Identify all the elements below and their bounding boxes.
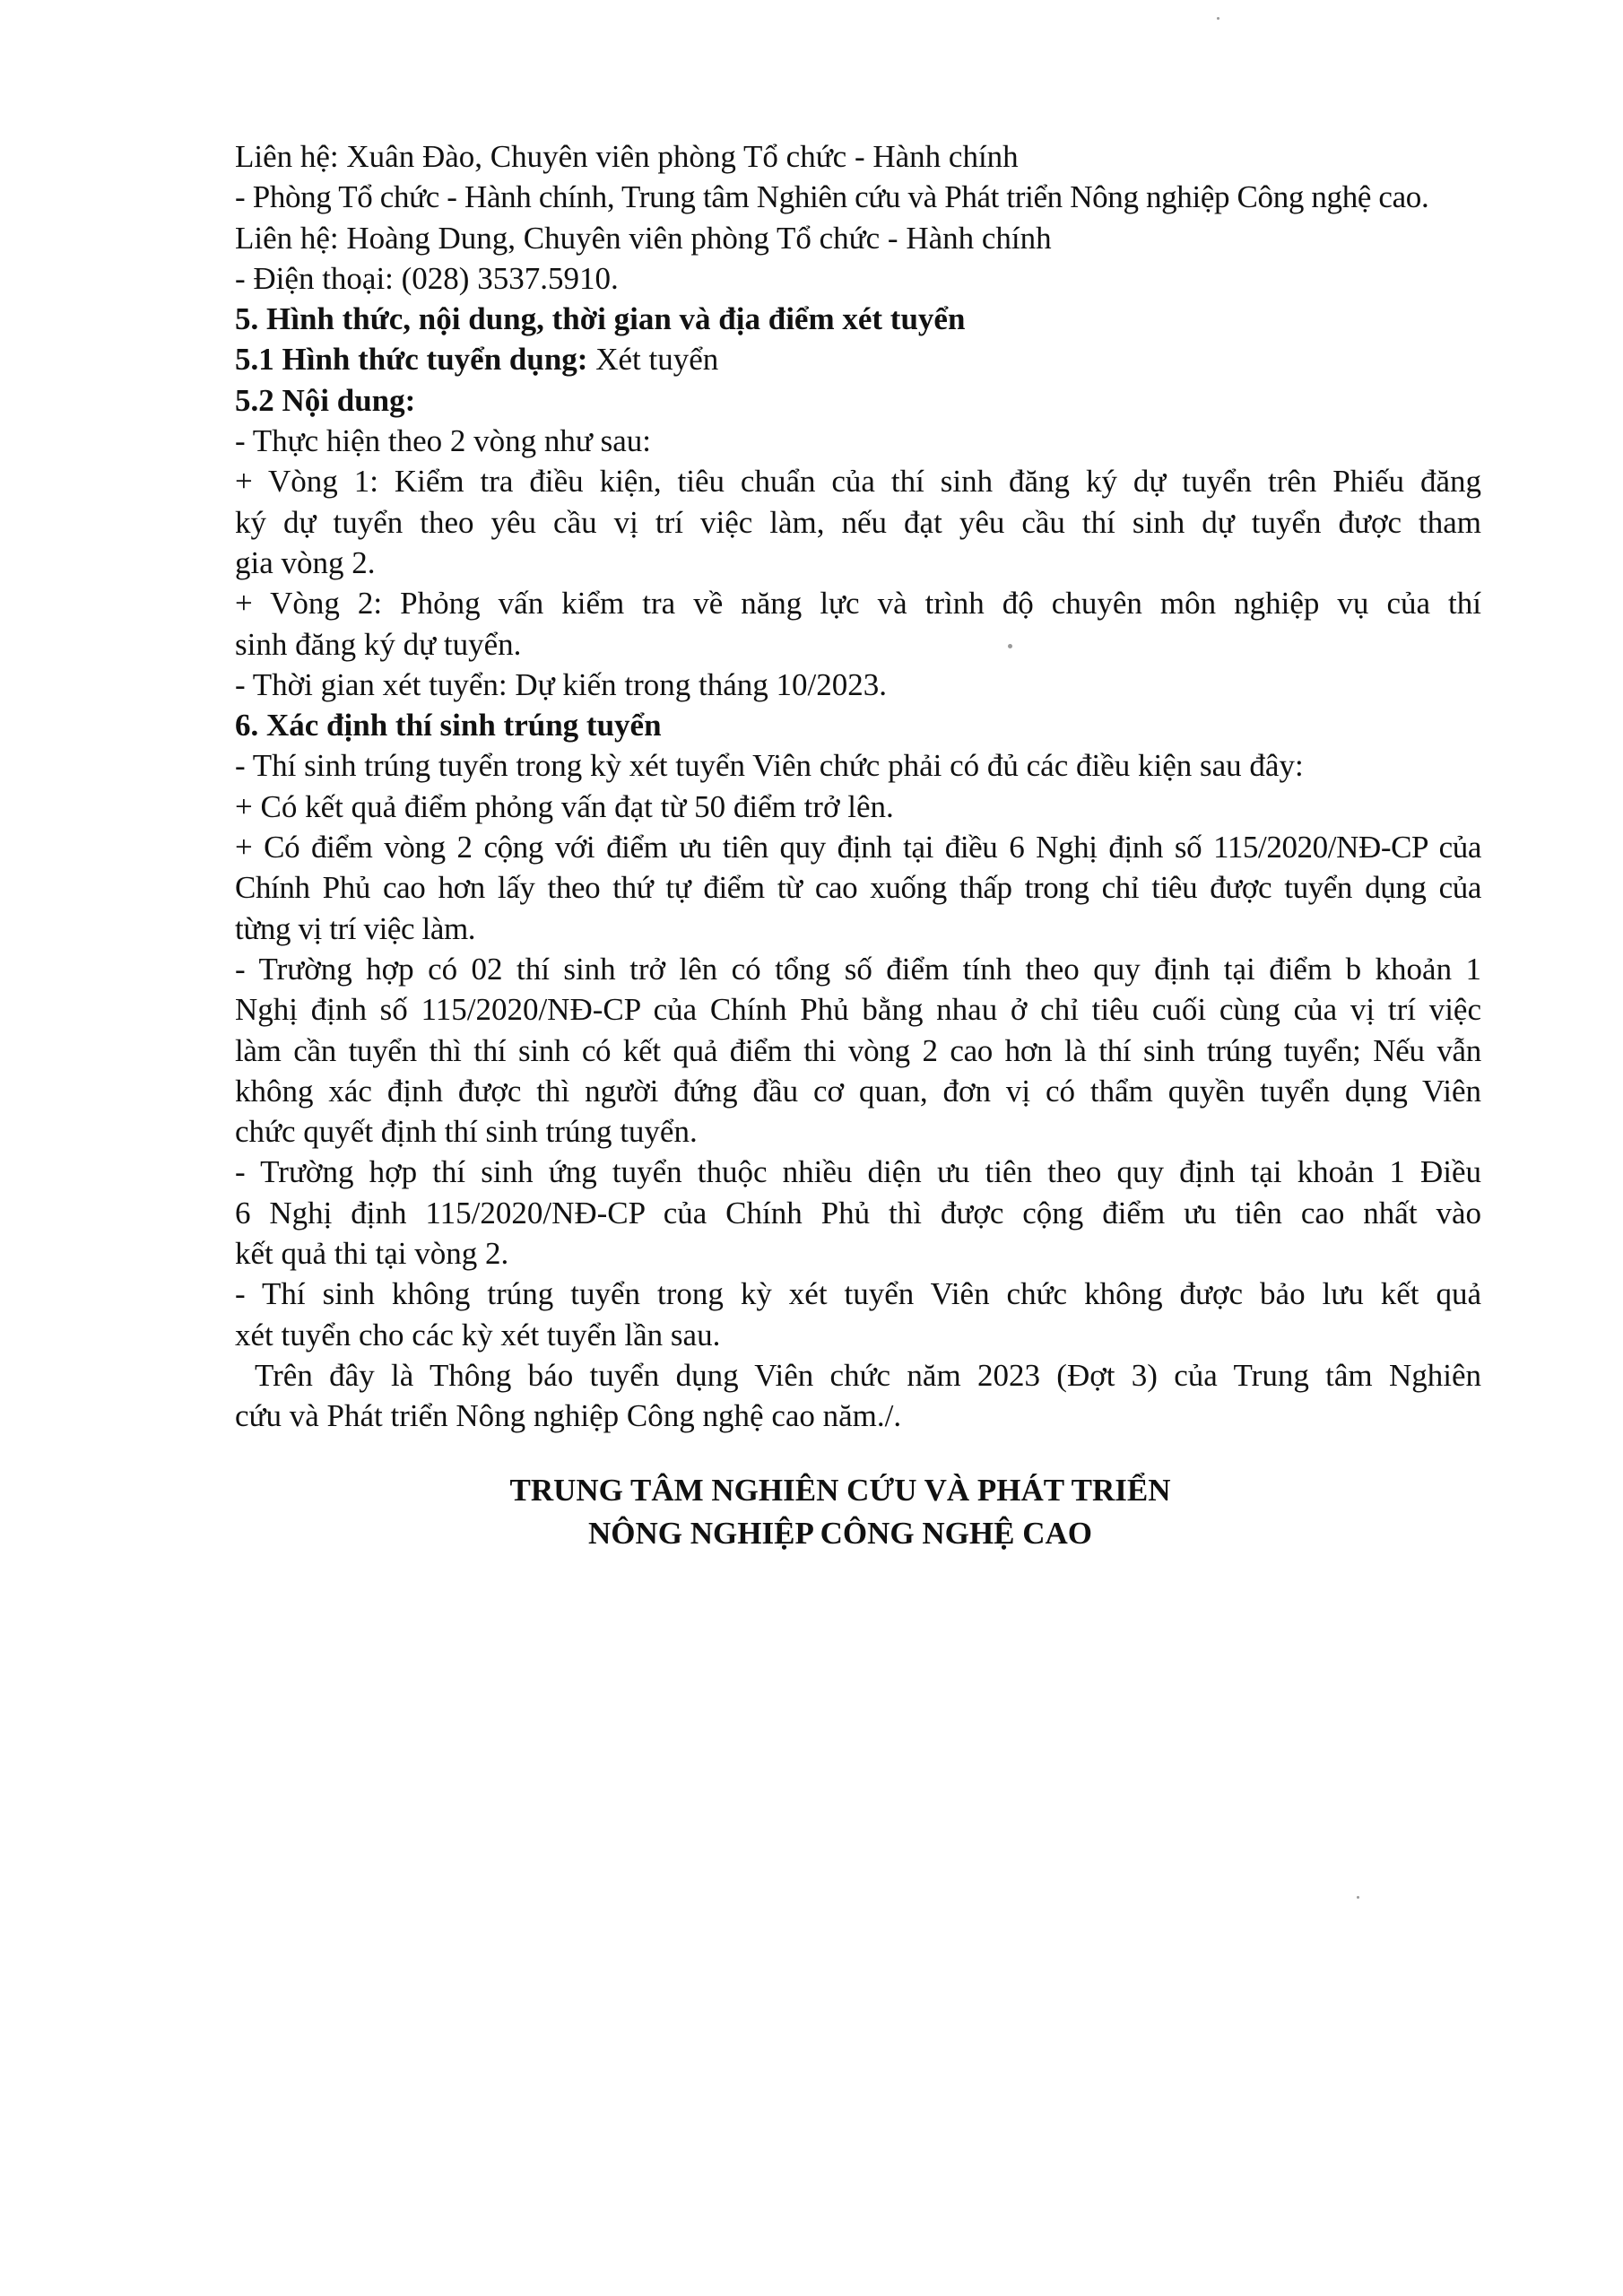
no-reserve-paragraph xyxy=(235,1274,1481,1355)
signature-block xyxy=(235,1469,1481,1555)
no-reserve-line-2: xét tuyển cho các kỳ xét tuyển lần sau. xyxy=(235,1317,721,1352)
tie-case-paragraph xyxy=(235,949,1481,1152)
tie-case-line-4: không xác định được thì người đứng đầu cơ quan, đơn vị có thẩm quyền tuyển dụng Viên xyxy=(235,1073,1481,1109)
condition-2-line-2: Chính Phủ cao hơn lấy theo thứ tự điểm từ cao xuống thấp trong chỉ tiêu được tuyển dụng của xyxy=(235,870,1481,906)
phone-line: - Điện thoại: (028) 3537.5910. xyxy=(235,260,619,296)
section-5-1-heading xyxy=(235,339,1481,379)
tie-case-line-1: - Trường hợp có 02 thí sinh trở lên có tổng số điểm tính theo quy định tại điểm b khoản 1 xyxy=(235,951,1481,987)
round-1-line-1: + Vòng 1: Kiểm tra điều kiện, tiêu chuẩn của thí sinh đăng ký dự tuyển trên Phiếu đăng xyxy=(235,464,1481,500)
scan-speck xyxy=(1008,644,1012,648)
no-reserve-line-1: - Thí sinh không trúng tuyển trong kỳ xét tuyển Viên chức không được bảo lưu kết quả xyxy=(235,1276,1481,1312)
section-5-2-heading: 5.2 Nội dung: xyxy=(235,382,416,418)
priority-case-line-2: 6 Nghị định 115/2020/NĐ-CP của Chính Phủ thì được cộng điểm ưu tiên cao nhất vào xyxy=(235,1195,1481,1231)
round-2-line-2: sinh đăng ký dự tuyển. xyxy=(235,626,522,662)
condition-2-line-1: + Có điểm vòng 2 cộng với điểm ưu tiên quy định tại điều 6 Nghị định số 115/2020/NĐ-CP của xyxy=(235,830,1481,865)
section-5-title: 5. Hình thức, nội dung, thời gian và địa điểm xét tuyển xyxy=(235,301,966,337)
document-body xyxy=(235,136,1481,1437)
selection-time: - Thời gian xét tuyển: Dự kiến trong tháng 10/2023. xyxy=(235,666,888,702)
section-6-title: 6. Xác định thí sinh trúng tuyển xyxy=(235,708,662,744)
scan-speck xyxy=(1357,1896,1359,1899)
round-1-paragraph xyxy=(235,461,1481,583)
priority-case-line-1: - Trường hợp thí sinh ứng tuyển thuộc nhiều diện ưu tiên theo quy định tại khoản 1 Điều xyxy=(235,1154,1481,1190)
tie-case-line-5: chức quyết định thí sinh trúng tuyển. xyxy=(235,1114,698,1150)
signature-line-1: TRUNG TÂM NGHIÊN CỨU VÀ PHÁT TRIỂN xyxy=(509,1473,1171,1508)
conditions-intro: - Thí sinh trúng tuyển trong kỳ xét tuyển Viên chức phải có đủ các điều kiện sau đây: xyxy=(235,748,1304,784)
round-2-paragraph xyxy=(235,583,1481,665)
condition-1: + Có kết quả điểm phỏng vấn đạt từ 50 điểm trở lên. xyxy=(235,788,894,824)
rounds-intro: - Thực hiện theo 2 vòng như sau: xyxy=(235,423,652,459)
closing-line-2: cứu và Phát triển Nông nghiệp Công nghệ cao năm./. xyxy=(235,1398,902,1434)
condition-2-line-3: từng vị trí việc làm. xyxy=(235,910,476,946)
contact-line-2: Liên hệ: Hoàng Dung, Chuyên viên phòng Tổ chức - Hành chính xyxy=(235,220,1052,256)
closing-paragraph xyxy=(235,1355,1481,1437)
priority-case-line-3: kết quả thi tại vòng 2. xyxy=(235,1236,509,1272)
round-1-line-2: ký dự tuyển theo yêu cầu vị trí việc làm, nếu đạt yêu cầu thí sinh dự tuyển được tham xyxy=(235,504,1481,540)
section-5-1-label: 5.1 Hình thức tuyển dụng: xyxy=(235,342,588,378)
round-2-line-1: + Vòng 2: Phỏng vấn kiểm tra về năng lực và trình độ chuyên môn nghiệp vụ của thí xyxy=(235,586,1481,622)
signature-line-2: NÔNG NGHIỆP CÔNG NGHỆ CAO xyxy=(588,1516,1092,1551)
contact-line-1: Liên hệ: Xuân Đào, Chuyên viên phòng Tổ chức - Hành chính xyxy=(235,139,1019,174)
scan-speck xyxy=(1217,17,1219,20)
closing-line-1: Trên đây là Thông báo tuyển dụng Viên chức năm 2023 (Đợt 3) của Trung tâm Nghiên xyxy=(255,1357,1481,1393)
tie-case-line-2: Nghị định số 115/2020/NĐ-CP của Chính Phủ bằng nhau ở chỉ tiêu cuối cùng của vị trí việc xyxy=(235,992,1481,1028)
priority-case-paragraph xyxy=(235,1152,1481,1274)
tie-case-line-3: làm cần tuyển thì thí sinh có kết quả điểm thi vòng 2 cao hơn là thí sinh trúng tuyển; Nếu vẫn xyxy=(235,1032,1481,1068)
round-1-line-3: gia vòng 2. xyxy=(235,544,376,580)
section-5-1-value: Xét tuyển xyxy=(587,342,719,378)
condition-2-paragraph xyxy=(235,827,1481,949)
office-line-2: - Phòng Tổ chức - Hành chính, Trung tâm Nghiên cứu và Phát triển Nông nghiệp Công nghệ cao. xyxy=(235,179,1429,215)
